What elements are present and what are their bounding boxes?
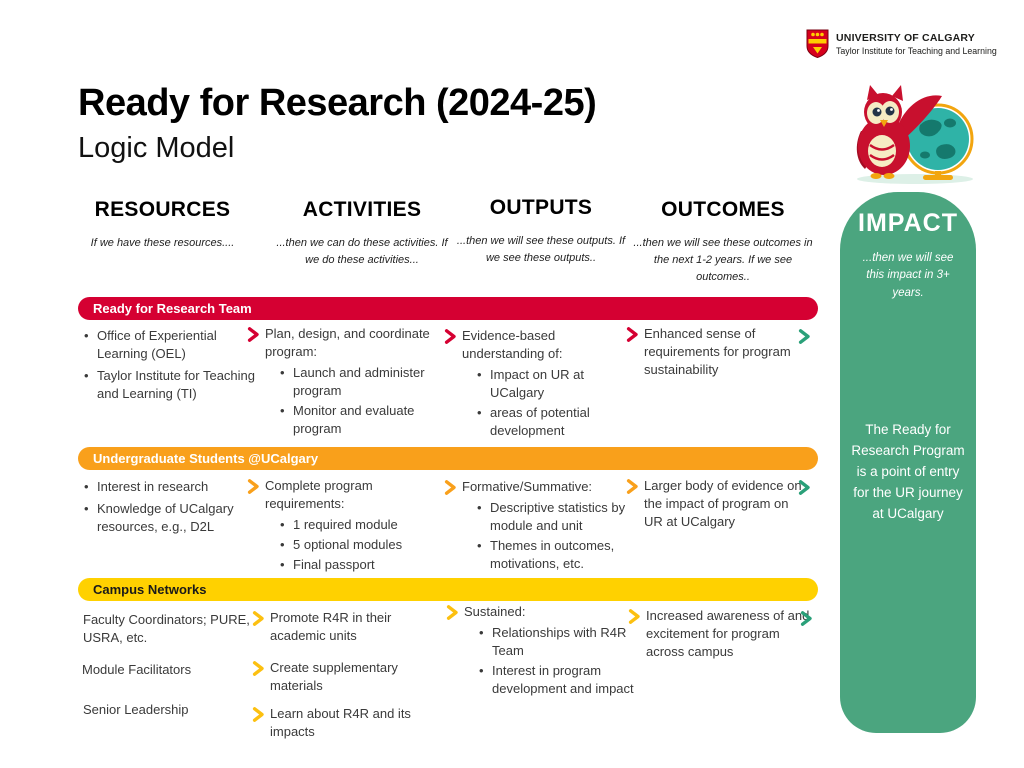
activities-item-row3 [252,659,444,695]
column-header-resources [70,198,255,252]
column-title: RESOURCES [94,198,231,221]
list-item: • Monitor and evaluate program [280,402,447,438]
activities-cell-row2 [247,477,447,576]
cell-text: Create supplementary materials [270,660,398,693]
list-item: • Descriptive statistics by module and unit [477,499,638,535]
cell-text: Enhanced sense of requirements for program sustainability [644,326,791,377]
list-item: • Interest in research [82,478,264,496]
chevron-right-icon [247,479,260,494]
column-header-activities [270,198,454,269]
chevron-right-icon [252,707,265,722]
activities-cell-row1 [247,325,447,440]
activities-item-row3 [252,705,444,741]
sub-list [265,364,447,438]
row-band-ready-for-research-team: Ready for Research Team [78,297,818,320]
row-band-undergraduate-students: Undergraduate Students @UCalgary [78,447,818,470]
resources-item-row3: Senior Leadership [83,702,189,717]
cell-text [265,477,447,576]
chevron-right-icon [444,329,457,344]
sub-list [462,366,634,440]
owl-globe-illustration [845,83,985,192]
impact-panel [840,192,976,733]
cell-text: Larger body of evidence on the impact of program on UR at UCalgary [644,478,802,529]
chevron-right-icon [252,661,265,676]
outputs-cell-row3 [446,603,634,700]
uofc-logo [806,29,997,58]
list-item: • Final passport [280,556,447,574]
cell-text [462,478,638,575]
list-item: • Knowledge of UCalgary resources, e.g., D2L [82,500,264,536]
sub-list [265,516,447,574]
list-item: • Taylor Institute for Teaching and Learning (TI) [82,367,262,403]
resources-list-row2 [82,478,264,540]
chevron-right-icon [247,327,260,342]
cell-text: Learn about R4R and its impacts [270,706,411,739]
page-title: Ready for Research (2024-25) [78,82,597,124]
impact-title: IMPACT [858,209,958,237]
chevron-right-icon [446,605,459,620]
list-item: • Office of Experiential Learning (OEL) [82,327,262,363]
impact-arrow-icon [800,611,813,626]
cell-text [462,327,634,442]
uofc-crest-icon [806,29,829,58]
sub-list [462,499,638,573]
sub-list [464,624,634,698]
brand-text [836,32,997,56]
list-item: • areas of potential development [477,404,634,440]
cell-text: Promote R4R in their academic units [270,610,392,643]
list-item: • 1 required module [280,516,447,534]
row-band-campus-networks: Campus Networks [78,578,818,601]
list-item: • 5 optional modules [280,536,447,554]
impact-arrow-icon [798,480,811,495]
column-title: OUTPUTS [489,196,593,219]
list-item: • Themes in outcomes, motivations, etc. [477,537,638,573]
column-note: If we have these resources.... [90,237,235,249]
resources-list-row1 [82,327,262,407]
column-header-outcomes [631,198,815,286]
lead-line: Sustained: [464,604,526,619]
outcomes-cell-row1 [626,325,808,379]
lead-line: Evidence-based understanding of: [462,328,563,361]
brand-org-name: UNIVERSITY OF CALGARY [836,31,975,44]
page-subtitle: Logic Model [78,132,235,164]
impact-note: ...then we will see this impact in 3+ years. [862,252,954,299]
column-title: ACTIVITIES [302,198,422,221]
lead-line: Plan, design, and coordinate program: [265,326,430,359]
cell-text [265,325,447,440]
cell-text [464,603,634,700]
chevron-right-icon [626,327,639,342]
chevron-right-icon [444,480,457,495]
impact-arrow-icon [798,329,811,344]
impact-statement: The Ready for Research Program is a point of entry for the UR journey at UCalgary [851,422,965,521]
column-header-outputs [453,196,629,267]
lead-line: Complete program requirements: [265,478,373,511]
resources-item-row3: Faculty Coordinators; PURE, USRA, etc. [83,612,250,645]
column-note: ...then we will see these outputs. If we see these outputs.. [456,235,626,265]
outcomes-cell-row3 [628,607,812,661]
cell-text: Increased awareness of and excitement for program across campus [646,608,810,659]
list-item: • Impact on UR at UCalgary [477,366,634,402]
lead-line: Formative/Summative: [462,479,593,494]
brand-unit-name: Taylor Institute for Teaching and Learning [836,45,997,56]
resources-item-row3: Module Facilitators [82,662,192,677]
outputs-cell-row2 [444,478,638,575]
outputs-cell-row1 [444,327,634,442]
outcomes-cell-row2 [626,477,810,531]
column-note: ...then we can do these activities. If we do these activities... [276,237,448,267]
list-item: • Relationships with R4R Team [479,624,634,660]
activities-item-row3 [252,609,444,645]
column-note: ...then we will see these outcomes in the next 1-2 years. If we see outcomes.. [633,237,813,284]
list-item: • Interest in program development and impact [479,662,634,698]
list-item: • Launch and administer program [280,364,447,400]
chevron-right-icon [252,611,265,626]
owl-globe-icon [845,83,985,187]
chevron-right-icon [626,479,639,494]
column-title: OUTCOMES [661,198,785,221]
chevron-right-icon [628,609,641,624]
